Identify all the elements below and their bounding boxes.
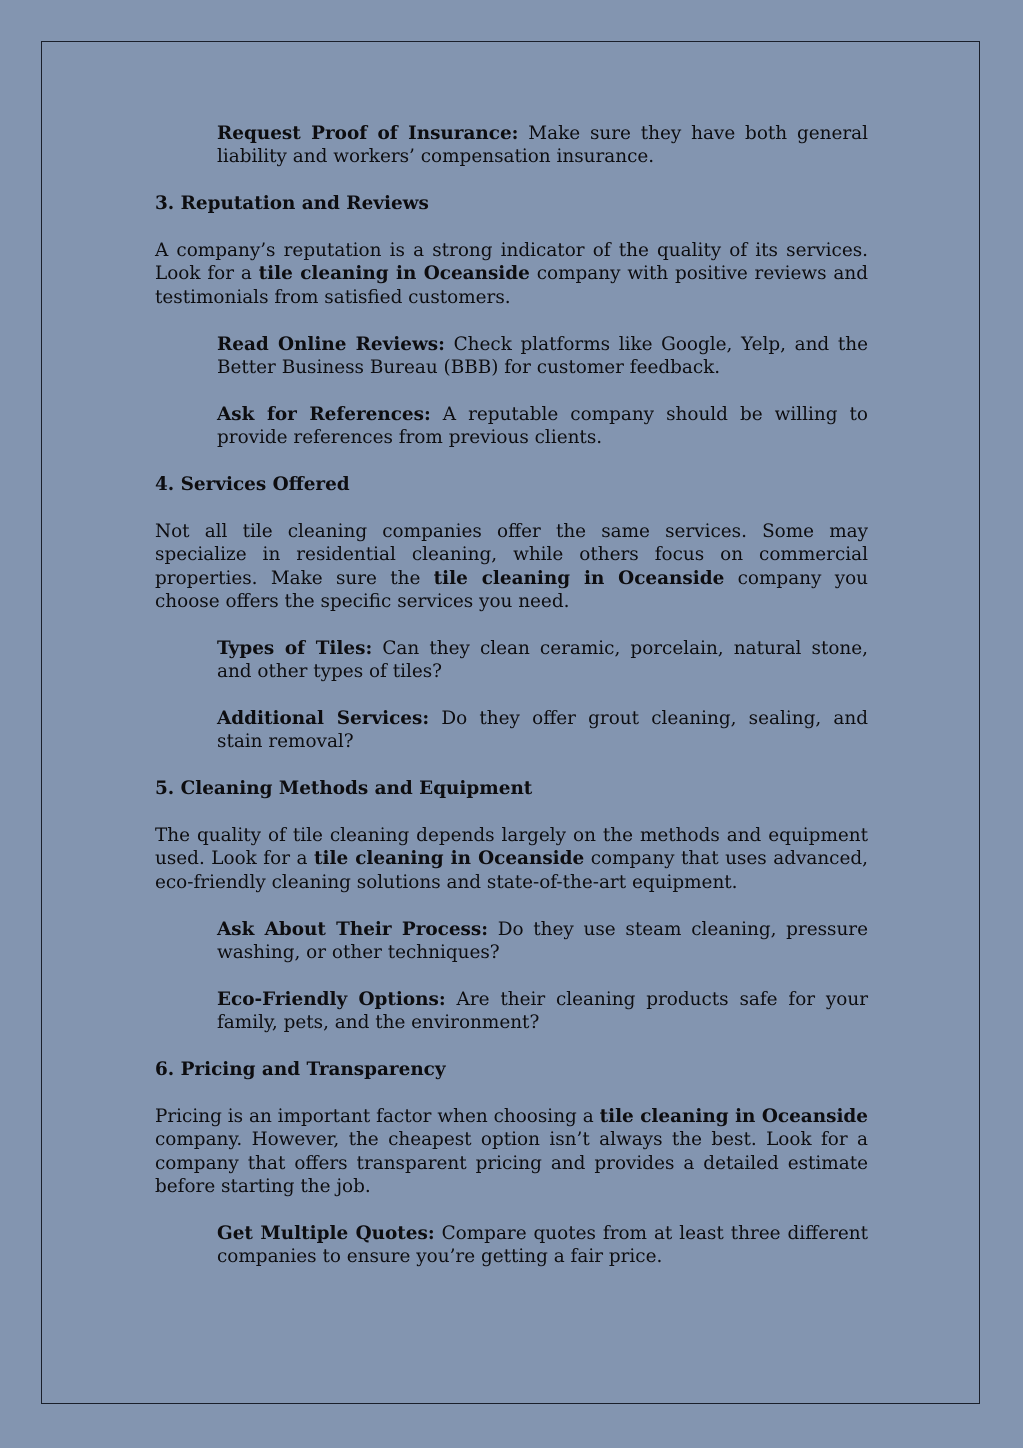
additional-services-bullet [217,707,868,754]
bullet-label: Request Proof of Insurance: [217,123,519,144]
bullet-text: Do they use steam cleaning, pressure washing, or other techniques? [217,918,868,964]
pricing-heading: 6. Pricing and Transparency [155,1059,446,1081]
types-of-tiles-bullet [217,637,868,684]
paragraph-text: A company’s reputation is a strong indicator of the quality of its services. Look for a [155,240,868,285]
reputation-heading: 3. Reputation and Reviews [155,193,429,215]
bullet-label: Additional Services: [217,708,430,730]
paragraph-text: company. However, the cheapest option isn’t always the best. Look for a company that offers transparent pricing and provides a detailed estimate before starting the job. [155,1129,868,1198]
bullet-text: Make sure they have both general liability and workers’ compensation insurance. [217,123,868,168]
bullet-label: Read Online Reviews: [217,333,445,355]
bullet-label: Types of Tiles: [217,637,373,659]
bullet-label: Get Multiple Quotes: [217,1222,435,1244]
document-body [155,122,868,1269]
online-reviews-bullet [217,333,868,380]
process-bullet [217,918,868,965]
paragraph-text: Not all tile cleaning companies offer the same services. Some may specialize in residential cleaning, while others focus on commercial properties. Make sure the [155,520,868,589]
bullet-text: A reputable company should be willing to provide references from previous clients. [217,403,868,449]
paragraph-text: company you choose offers the specific services you need. [155,567,869,613]
paragraph-text: company that uses advanced, eco-friendly cleaning solutions and state-of-the-art equipment. [155,848,868,893]
keyword: tile cleaning in Oceanside [313,848,585,870]
eco-friendly-bullet [217,988,868,1035]
quotes-bullet [217,1222,868,1269]
services-paragraph [155,520,868,614]
keyword: tile cleaning in Oceanside [258,263,530,285]
methods-paragraph [155,824,868,894]
bullet-text: Compare quotes from at least three different companies to ensure you’re getting a fair price. [217,1222,868,1268]
bullet-label: Eco-Friendly Options: [217,988,446,1010]
methods-heading: 5. Cleaning Methods and Equipment [155,778,533,800]
paragraph-text: Pricing is an important factor when choosing a [155,1105,600,1127]
bullet-text: Do they offer grout cleaning, sealing, and stain removal? [217,708,868,753]
bullet-label: Ask About Their Process: [217,918,489,940]
paragraph-text: company with positive reviews and testimonials from satisfied customers. [155,263,868,308]
bullet-label: Ask for References: [217,403,431,425]
bullet-text: Check platforms like Google, Yelp, and the Better Business Bureau (BBB) for customer feedback. [217,333,868,379]
bullet-text: Can they clean ceramic, porcelain, natural stone, and other types of tiles? [217,637,869,683]
keyword: tile cleaning in Oceanside [599,1105,868,1127]
reputation-paragraph [155,239,868,309]
services-heading: 4. Services Offered [155,474,350,496]
keyword: tile cleaning in Oceanside [433,567,725,589]
pricing-paragraph [155,1105,868,1199]
references-bullet [217,403,868,450]
paragraph-text: The quality of tile cleaning depends largely on the methods and equipment used. Look for a [155,825,868,870]
insurance-bullet [217,122,868,169]
bullet-text: Are their cleaning products safe for your family, pets, and the environment? [217,988,869,1034]
